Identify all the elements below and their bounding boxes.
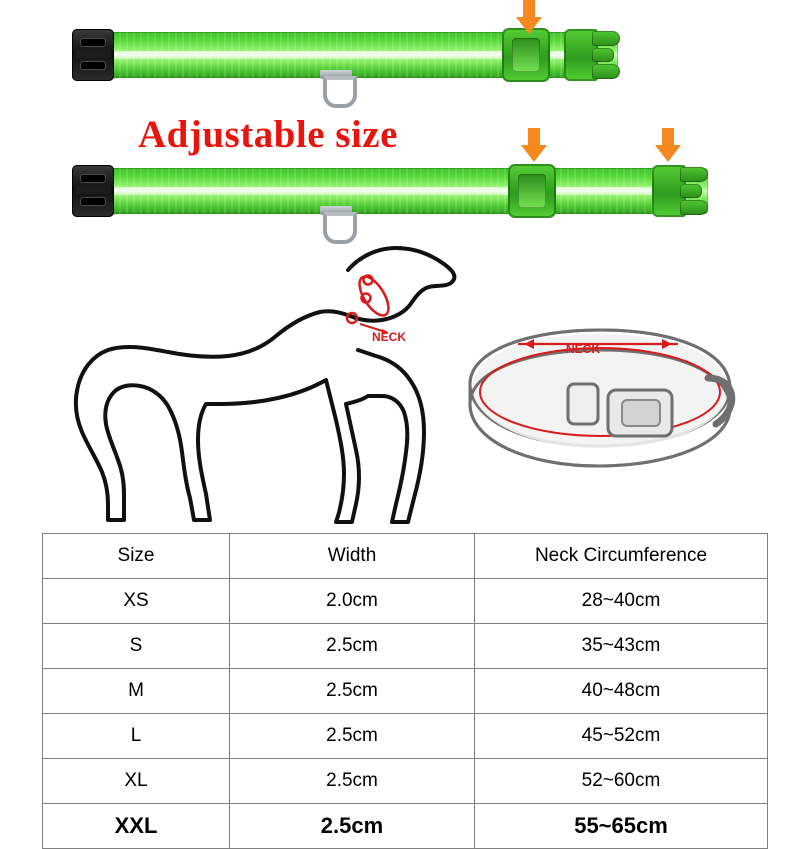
table-header-row	[43, 534, 768, 579]
dog-silhouette-icon	[48, 232, 468, 527]
collar-end-clip-icon	[72, 29, 114, 81]
cell-size: L	[43, 714, 230, 759]
cell-size: XXL	[43, 804, 230, 849]
table-row	[43, 579, 768, 624]
collar-loop-diagram	[440, 312, 760, 502]
cell-size: XL	[43, 759, 230, 804]
table-header-width: Width	[230, 534, 475, 579]
cell-neck: 35~43cm	[475, 624, 768, 669]
neck-label-dog: NECK	[372, 330, 407, 344]
table-row	[43, 759, 768, 804]
cell-size: M	[43, 669, 230, 714]
buckle-female-icon	[502, 28, 550, 82]
cell-neck: 40~48cm	[475, 669, 768, 714]
cell-neck: 55~65cm	[475, 804, 768, 849]
table-row	[43, 714, 768, 759]
buckle-male-icon	[652, 165, 708, 217]
table-header-neck: Neck Circumference	[475, 534, 768, 579]
cell-width: 2.5cm	[230, 624, 475, 669]
cell-size: S	[43, 624, 230, 669]
cell-neck: 52~60cm	[475, 759, 768, 804]
collar-end-clip-icon	[72, 165, 114, 217]
buckle-male-icon	[564, 29, 620, 81]
cell-width: 2.5cm	[230, 714, 475, 759]
table-row	[43, 804, 768, 849]
cell-neck: 45~52cm	[475, 714, 768, 759]
buckle-female-icon	[508, 164, 556, 218]
table-row	[43, 669, 768, 714]
collar-illustration-bottom	[72, 168, 732, 214]
page-title: Adjustable size	[138, 113, 398, 156]
size-chart-table	[42, 533, 768, 849]
cell-size: XS	[43, 579, 230, 624]
cell-width: 2.5cm	[230, 804, 475, 849]
neck-measure-loop	[354, 272, 394, 320]
collar-illustration-top	[72, 32, 732, 78]
table-row	[43, 624, 768, 669]
table-header-size: Size	[43, 534, 230, 579]
cell-width: 2.5cm	[230, 669, 475, 714]
cell-width: 2.0cm	[230, 579, 475, 624]
collar-led-strip	[112, 187, 672, 195]
neck-label-collar: NECK	[566, 342, 601, 356]
cell-width: 2.5cm	[230, 759, 475, 804]
cell-neck: 28~40cm	[475, 579, 768, 624]
